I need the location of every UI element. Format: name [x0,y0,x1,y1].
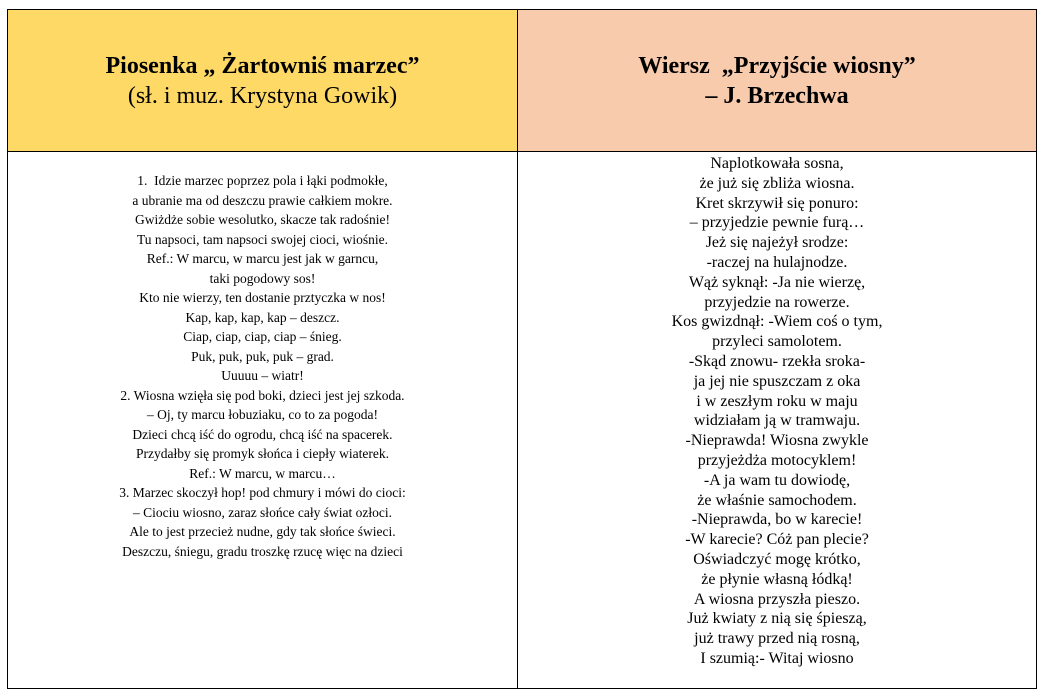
lyric-line: Przydałby się promyk słońca i ciepły wiaterek. [135,446,390,461]
poem-line: przyjedzie na rowerze. [704,293,850,311]
poem-line: Jeż się najeżył srodze: [705,234,849,252]
lyric-line: 3. Marzec skoczył hop! pod chmury i mówi do cioci: [119,485,406,500]
header-row [8,10,1037,152]
comparison-table [7,9,1037,689]
poem-line: przyjeżdża motocyklem! [697,451,857,469]
song-credits: (sł. i muz. Krystyna Gowik) [127,83,398,109]
lyric-line: Ref.: W marcu, w marcu… [189,465,336,481]
lyric-line: Uuuuu – wiatr! [221,368,304,383]
poem-header-cell [518,10,1037,152]
lyric-line: Gwiżdże sobie wesolutko, skacze tak radośnie! [135,212,390,227]
poem-title: Wiersz „Przyjście wiosny” [638,53,916,79]
poem-line: i w zeszłym roku w maju [696,392,858,410]
poem-line: Kos gwizdnął: -Wiem coś o tym, [671,313,883,331]
lyric-line: taki pogodowy sos! [209,270,316,286]
poem-text [518,152,1036,669]
song-title: Piosenka „ Żartowniś marzec” [105,53,420,79]
poem-line: A wiosna przyszła pieszo. [693,590,861,608]
poem-author: – J. Brzechwa [705,83,849,109]
lyric-line: Dzieci chcą iść do ogrodu, chcą iść na spacerek. [132,426,393,442]
song-lyrics [8,152,517,561]
poem-line: -raczej na hulajnodze. [706,253,848,271]
poem-line: Wąż syknął: -Ja nie wierzę, [688,273,866,291]
poem-line: że właśnie samochodem. [697,491,857,509]
poem-line: przyleci samolotem. [712,333,842,351]
lyric-line: Deszczu, śniegu, gradu troszkę rzucę więc na dzieci [122,543,403,559]
poem-line: że już się zbliża wiosna. [699,174,855,192]
poem-line: Kret skrzywił się ponuro: [695,194,859,212]
song-header-cell [8,10,518,152]
poem-line: Już kwiaty z nią się śpieszą, [687,610,867,628]
poem-line: -Nieprawda, bo w karecie! [691,511,863,529]
lyric-line: – Oj, ty marcu łobuziaku, co to za pogoda! [147,407,378,422]
poem-line: że płynie własną łódką! [701,570,853,588]
poem-line: – przyjedzie pewnie furą… [689,214,865,232]
lyric-line: Kap, kap, kap, kap – deszcz. [185,309,340,325]
poem-line: Oświadczyć mogę krótko, [693,550,861,568]
poem-line: ja jej nie spuszczam z oka [693,372,861,390]
poem-line: Naplotkowała sosna, [710,155,844,172]
poem-line: już trawy przed nią rosną, [694,630,860,648]
poem-line: widziałam ją w tramwaju. [693,412,861,430]
lyric-line: 2. Wiosna wzięła się pod boki, dzieci jest jej szkoda. [120,387,405,403]
poem-line: -Nieprawda! Wiosna zwykle [685,432,869,450]
lyric-line: Puk, puk, puk, puk – grad. [191,348,334,364]
song-lyrics-cell [8,152,518,689]
content-row [8,152,1037,689]
lyric-line: a ubranie ma od deszczu prawie całkiem mokre. [132,192,393,208]
lyric-line: Ale to jest przecież nudne, gdy tak słońce świeci. [129,524,396,539]
poem-line: I szumią:- Witaj wiosno [700,649,854,667]
lyric-line: Ref.: W marcu, w marcu jest jak w garncu, [146,251,379,266]
lyric-line: Tu napsoci, tam napsoci swojej cioci, wiośnie. [136,231,389,247]
poem-line: -W karecie? Cóż pan plecie? [685,531,869,549]
lyric-line: Ciap, ciap, ciap, ciap – śnieg. [183,329,342,344]
lyric-line: – Ciociu wiosno, zaraz słońce cały świat ozłoci. [132,504,393,520]
poem-line: -Skąd znowu- rzekła sroka- [688,352,866,370]
lyric-line: Kto nie wierzy, ten dostanie prztyczka w nos! [139,290,386,305]
lyric-line: 1. Idzie marzec poprzez pola i łąki podmokłe, [137,173,388,188]
poem-text-cell [518,152,1037,689]
poem-line: -A ja wam tu dowiodę, [703,471,851,489]
